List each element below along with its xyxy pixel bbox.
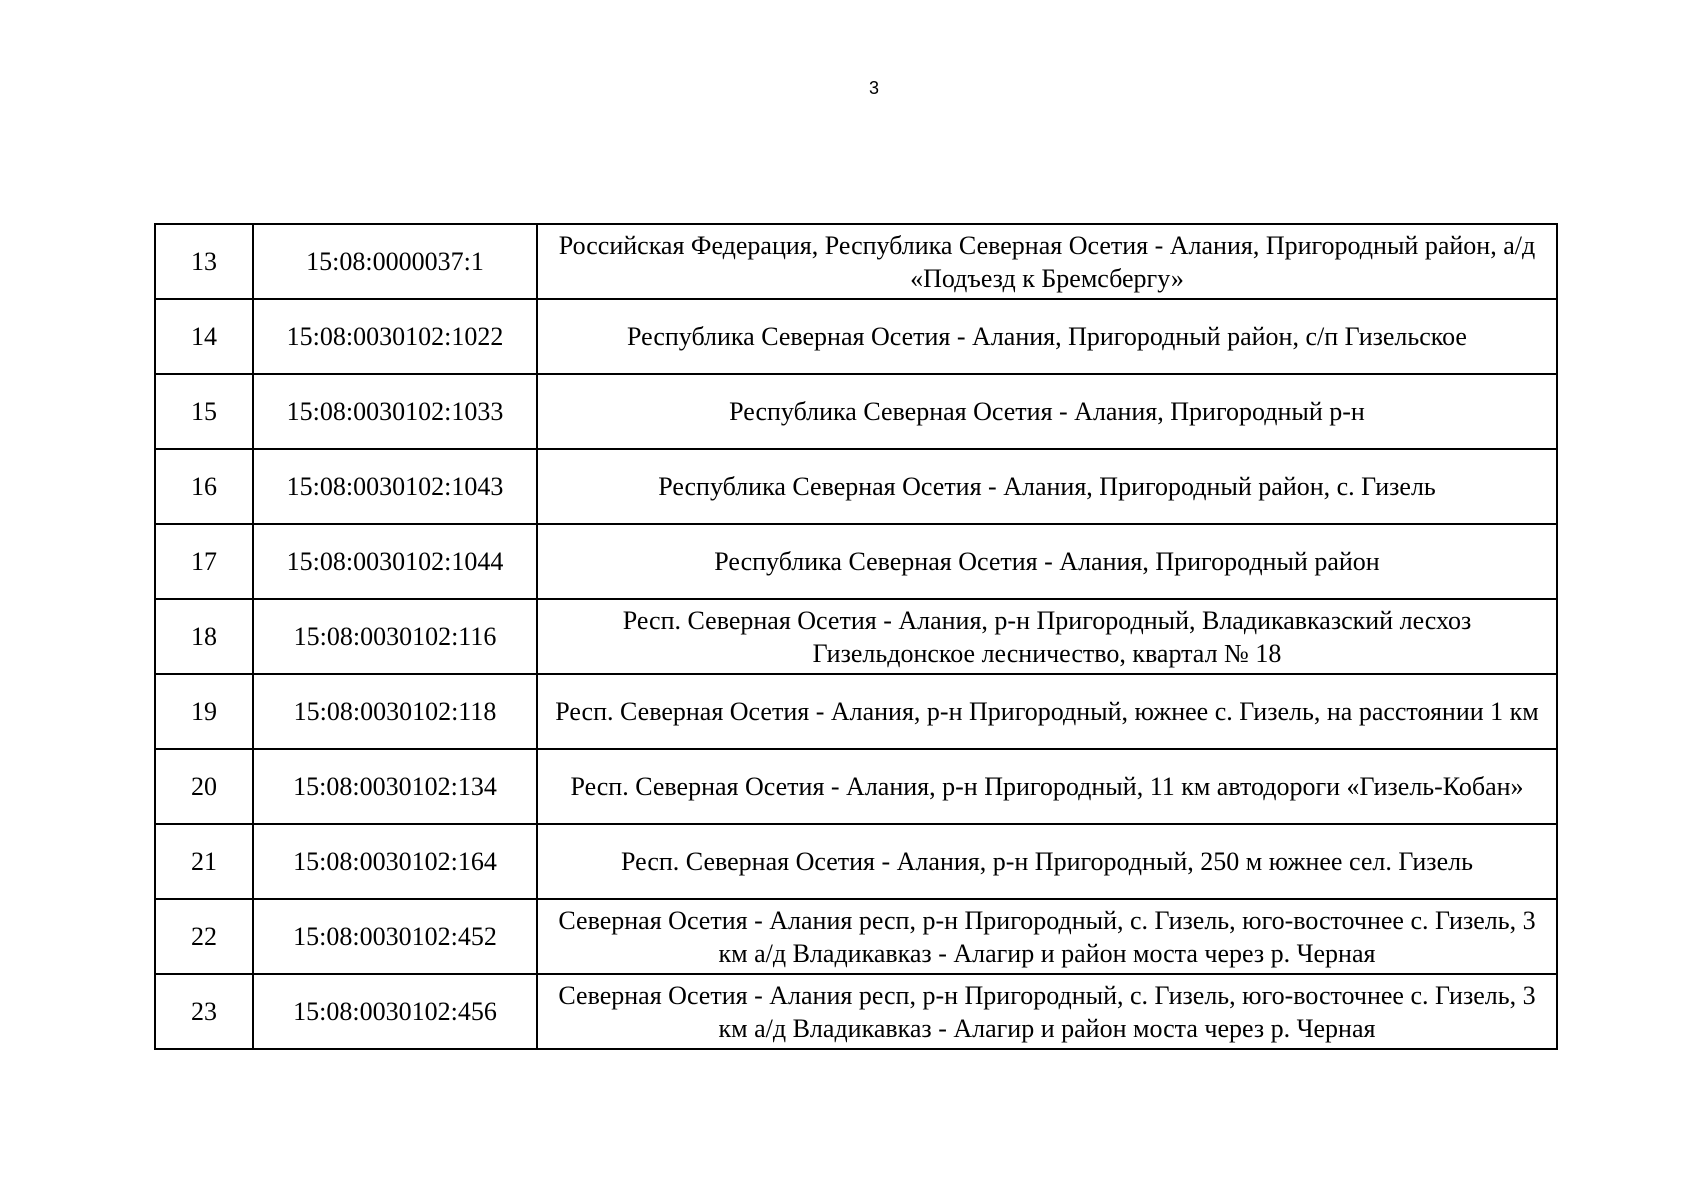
row-number: 22 [155, 899, 253, 974]
address: Республика Северная Осетия - Алания, Пригородный р-н [537, 374, 1557, 449]
table-row [155, 224, 1557, 299]
cadastral-number: 15:08:0030102:1033 [253, 374, 537, 449]
table-row [155, 599, 1557, 674]
address: Респ. Северная Осетия - Алания, р-н Пригородный, 250 м южнее сел. Гизель [537, 824, 1557, 899]
row-number: 18 [155, 599, 253, 674]
row-number: 20 [155, 749, 253, 824]
row-number: 15 [155, 374, 253, 449]
row-number: 19 [155, 674, 253, 749]
page-number: 3 [868, 78, 879, 98]
cadastral-number: 15:08:0030102:1022 [253, 299, 537, 374]
row-number: 21 [155, 824, 253, 899]
row-number: 14 [155, 299, 253, 374]
table-row [155, 524, 1557, 599]
table-row [155, 449, 1557, 524]
parcel-table [154, 223, 1558, 1050]
cadastral-number: 15:08:0030102:456 [253, 974, 537, 1049]
cadastral-number: 15:08:0030102:452 [253, 899, 537, 974]
address: Северная Осетия - Алания респ, р-н Пригородный, с. Гизель, юго-восточнее с. Гизель, 3 км а/д Владикавказ - Алагир и район моста через р. Черная [537, 974, 1557, 1049]
table-row [155, 374, 1557, 449]
table-row [155, 674, 1557, 749]
cadastral-number: 15:08:0030102:134 [253, 749, 537, 824]
row-number: 17 [155, 524, 253, 599]
row-number: 13 [155, 224, 253, 299]
address: Российская Федерация, Республика Северная Осетия - Алания, Пригородный район, а/д «Подъезд к Бремсбергу» [537, 224, 1557, 299]
table-row [155, 299, 1557, 374]
address: Респ. Северная Осетия - Алания, р-н Пригородный, 11 км автодороги «Гизель-Кобан» [537, 749, 1557, 824]
address: Республика Северная Осетия - Алания, Пригородный район, с/п Гизельское [537, 299, 1557, 374]
address: Северная Осетия - Алания респ, р-н Пригородный, с. Гизель, юго-восточнее с. Гизель, 3 км а/д Владикавказ - Алагир и район моста через р. Черная [537, 899, 1557, 974]
address: Респ. Северная Осетия - Алания, р-н Пригородный, южнее с. Гизель, на расстоянии 1 км [537, 674, 1557, 749]
cadastral-number: 15:08:0030102:1044 [253, 524, 537, 599]
cadastral-number: 15:08:0030102:118 [253, 674, 537, 749]
address: Республика Северная Осетия - Алания, Пригородный район [537, 524, 1557, 599]
table-row [155, 749, 1557, 824]
row-number: 23 [155, 974, 253, 1049]
table-row [155, 974, 1557, 1049]
cadastral-number: 15:08:0030102:164 [253, 824, 537, 899]
address: Респ. Северная Осетия - Алания, р-н Пригородный, Владикавказский лесхоз Гизельдонское лесничество, квартал № 18 [537, 599, 1557, 674]
cadastral-number: 15:08:0000037:1 [253, 224, 537, 299]
address: Республика Северная Осетия - Алания, Пригородный район, с. Гизель [537, 449, 1557, 524]
cadastral-number: 15:08:0030102:116 [253, 599, 537, 674]
table-row [155, 899, 1557, 974]
cadastral-number: 15:08:0030102:1043 [253, 449, 537, 524]
table-row [155, 824, 1557, 899]
row-number: 16 [155, 449, 253, 524]
